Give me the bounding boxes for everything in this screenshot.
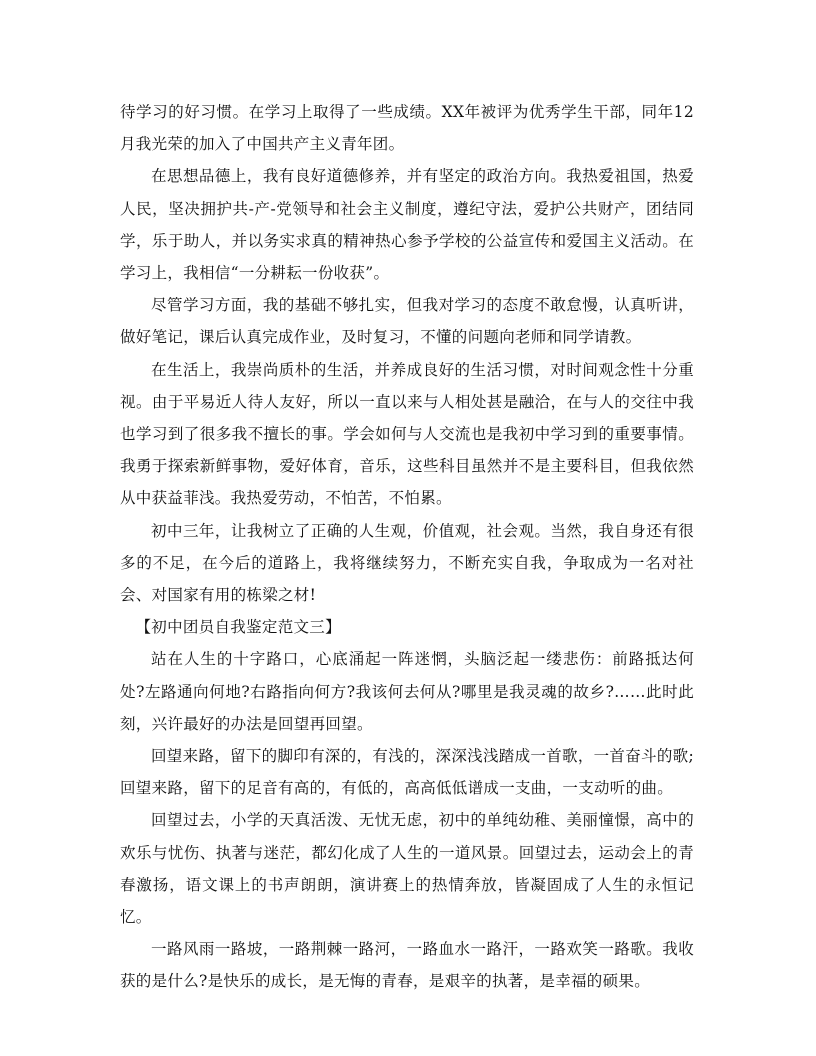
- paragraph-crossroads: 站在人生的十字路口，心底涌起一阵迷惘，头脑泛起一缕悲伤：前路抵达何处?左路通向何地?右路指向何方?我该何去何从?哪里是我灵魂的故乡?……此时此刻，兴许最好的办法是回望再回望。: [120, 650, 694, 733]
- document-page: [120, 96, 694, 998]
- paragraph-moral-character: 在思想品德上，我有良好道德修养，并有坚定的政治方向。我热爱祖国，热爱人民，坚决拥护共-产-党领导和社会主义制度，遵纪守法，爱护公共财产，团结同学，乐于助人，并以务实求真的精神热心参予学校的公益宣传和爱国主义活动。在学习上，我相信“一分耕耘一份收获”。: [120, 167, 694, 283]
- paragraph-look-back-road: 回望来路，留下的脚印有深的，有浅的，深深浅浅踏成一首歌，一首奋斗的歌;回望来路，留下的足音有高的，有低的，高高低低谱成一支曲，一支动听的曲。: [120, 747, 694, 798]
- paragraph-look-back-past: 回望过去，小学的天真活泼、无忧无虑，初中的单纯幼稚、美丽憧憬，高中的欢乐与忧伤、执著与迷茫，都幻化成了人生的一道风景。回望过去，运动会上的青春激扬，语文课上的书声朗朗，演讲赛上的热情奔放，皆凝固成了人生的永恒记忆。: [120, 811, 694, 927]
- paragraph-daily-life: 在生活上，我崇尚质朴的生活，并养成良好的生活习惯，对时间观念性十分重视。由于平易近人待人友好，所以一直以来与人相处甚是融洽，在与人的交往中我也学习到了很多我不擅长的事。学会如何与人交流也是我初中学习到的重要事情。我勇于探索新鲜事物，爱好体育，音乐，这些科目虽然并不是主要科目，但我依然从中获益菲浅。我热爱劳动，不怕苦，不怕累。: [120, 360, 694, 508]
- paragraph-study-attitude: 尽管学习方面，我的基础不够扎实，但我对学习的态度不敢怠慢，认真听讲，做好笔记，课后认真完成作业，及时复习，不懂的问题向老师和同学请教。: [120, 296, 694, 347]
- section-heading-sample-three: 【初中团员自我鉴定范文三】: [135, 618, 341, 637]
- paragraph-continuation: 待学习的好习惯。在学习上取得了一些成绩。XX年被评为优秀学生干部，同年12月我光荣的加入了中国共产主义青年团。: [120, 103, 694, 154]
- paragraph-three-years: 初中三年，让我树立了正确的人生观，价值观，社会观。当然，我自身还有很多的不足，在今后的道路上，我将继续努力，不断充实自我，争取成为一名对社会、对国家有用的栋梁之材!: [120, 521, 694, 605]
- paragraph-harvest: 一路风雨一路坡，一路荆棘一路河，一路血水一路汗，一路欢笑一路歌。我收获的是什么?是快乐的成长，是无悔的青春，是艰辛的执著，是幸福的硕果。: [120, 940, 694, 991]
